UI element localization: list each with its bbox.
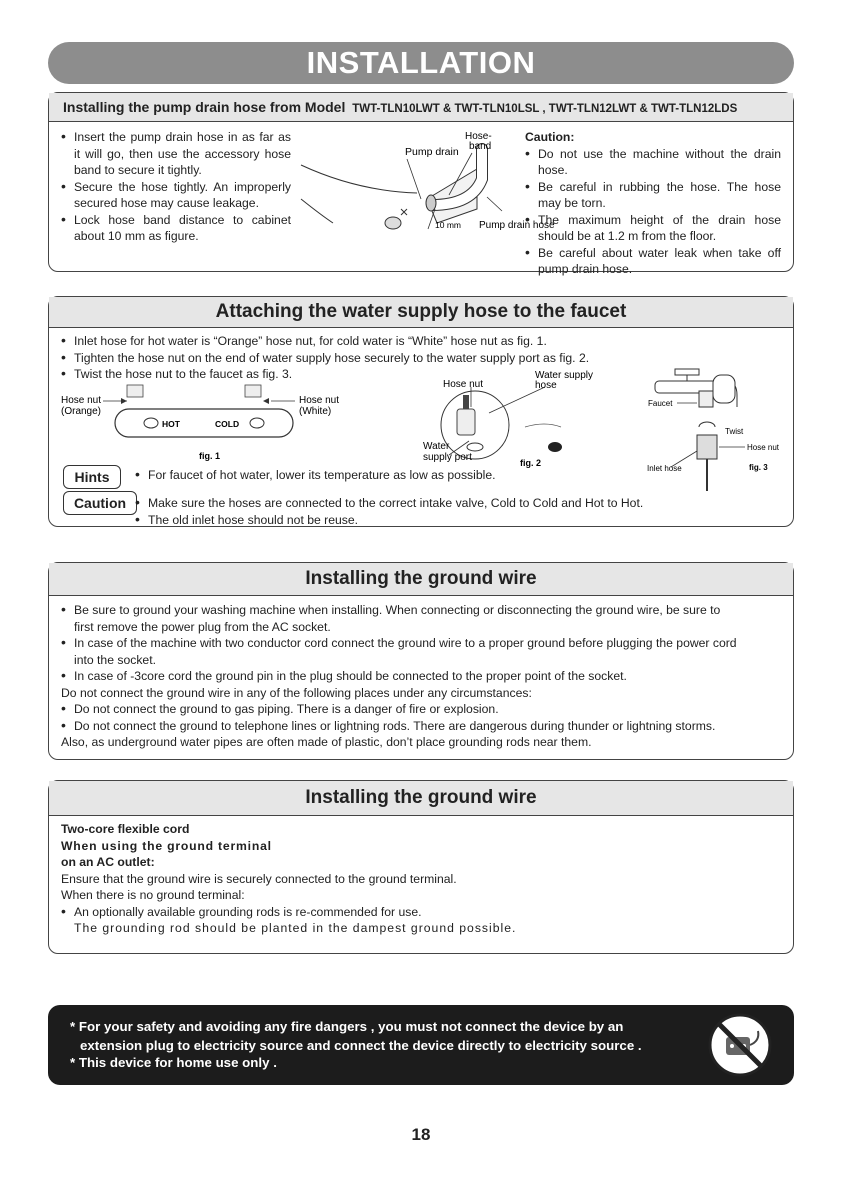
hints-label: Hints (63, 465, 121, 489)
pump-drain-bullet: • Lock hose band distance to cabinet about 10 mm as figure. (61, 212, 291, 245)
fig1-caption: fig. 1 (199, 451, 221, 461)
hose-nut-white-label-1: Hose nut (299, 395, 340, 406)
water-supply-section (48, 296, 794, 527)
caution-label: Caution (63, 491, 137, 515)
fig1-hose-nut-colors (59, 381, 349, 465)
water-supply-bullet: • Inlet hose for hot water is “Orange” hose nut, for cold water is “White” hose nut as fig. 1. (61, 333, 761, 350)
ground-wire-line: Do not connect the ground wire in any of the following places under any circumstances: (61, 685, 532, 700)
pump-drain-section (48, 92, 794, 276)
ground-wire-text-2 (61, 821, 785, 937)
ground-wire-line: • In case of -3core cord the ground pin in the plug should be connected to the proper point of the socket. (61, 668, 785, 685)
ground-wire-line: first remove the power plug from the AC socket. (74, 619, 331, 634)
ground-wire-text-1 (61, 602, 785, 751)
pump-drain-hose-label: Pump drain hose (479, 220, 555, 231)
pump-drain-heading-models: TWT-TLN10LWT & TWT-TLN10LSL , TWT-TLN12LWT & TWT-TLN12LDS (352, 103, 738, 115)
water-supply-hose-label-2: hose (535, 380, 557, 391)
cold-label: COLD (215, 419, 240, 429)
no-ground-terminal-text: When there is no ground terminal: (61, 888, 245, 902)
ground-terminal-text: Ensure that the ground wire is securely connected to the ground terminal. (61, 871, 457, 886)
twist-label: Twist (725, 427, 744, 436)
no-extension-plug-icon (706, 1011, 774, 1079)
pump-drain-bullet: • Insert the pump drain hose in as far as it will go, then use the accessory hose band to secure it tightly. (61, 129, 291, 179)
ground-wire-heading-2: Installing the ground wire (49, 781, 793, 816)
water-supply-heading: Attaching the water supply hose to the faucet (49, 297, 793, 328)
caution-title: Caution: (525, 130, 575, 144)
water-supply-bullet: • Twist the hose nut to the faucet as fig. 3. (61, 366, 761, 383)
ground-wire-line: Also, as underground water pipes are often made of plastic, don’t place grounding rods near them. (61, 735, 592, 749)
hose-nut-orange-label-1: Hose nut (61, 395, 102, 406)
pump-drain-caution (525, 129, 781, 278)
dampest-ground-text: The grounding rod should be planted in the dampest ground possible. (74, 921, 517, 935)
warning-line-1: * For your safety and avoiding any fire dangers , you must not connect the device by an (70, 1019, 624, 1034)
hose-nut-orange-label-2: (Orange) (61, 406, 102, 417)
fig2-hose-nut-label: Hose nut (443, 379, 484, 390)
pump-drain-label: Pump drain (405, 146, 459, 158)
fig3-faucet (595, 361, 785, 497)
ground-wire-heading-1: Installing the ground wire (49, 563, 793, 596)
hints-text: • For faucet of hot water, lower its temperature as low as possible. (135, 467, 496, 484)
faucet-label: Faucet (648, 399, 673, 408)
water-supply-caution-list (135, 495, 643, 528)
water-supply-hose-label-1: Water supply (535, 370, 593, 381)
hose-nut-white-label-2: (White) (299, 406, 332, 417)
fig3-hose-nut-label: Hose nut (747, 443, 780, 452)
pump-drain-heading (49, 93, 793, 122)
pump-drain-bullet: • Secure the hose tightly. An improperly secured hose may cause leakage. (61, 179, 291, 212)
grounding-rod-bullet: • An optionally available grounding rods is re-commended for use. (61, 904, 785, 921)
ground-wire-line: • In case of the machine with two conductor cord connect the ground wire to a proper ground before plugging the power cord (61, 635, 785, 652)
inlet-hose-label: Inlet hose (647, 464, 682, 473)
ground-wire-section-1 (48, 562, 794, 760)
water-supply-port-label-2: supply port (423, 452, 472, 463)
ground-wire-line: • Do not connect the ground to gas piping. There is a danger of fire or explosion. (61, 701, 785, 718)
fig3-caption: fig. 3 (749, 463, 768, 472)
fig2-water-supply-port (365, 369, 593, 469)
warning-line-2: extension plug to electricity source and connect the device directly to electricity source . (80, 1038, 642, 1053)
hose-band-label-1: Hose- (465, 131, 492, 142)
warning-line-3: * This device for home use only . (70, 1055, 277, 1070)
page-title-banner: INSTALLATION (48, 42, 794, 84)
hot-label: HOT (162, 419, 180, 429)
ground-wire-line: • Be sure to ground your washing machine when installing. When connecting or disconnecting the ground wire, be sure to (61, 602, 785, 619)
water-supply-bullet: • Tighten the hose nut on the end of water supply hose securely to the water supply port as fig. 2. (61, 350, 761, 367)
ground-wire-section-2 (48, 780, 794, 954)
caution-item: • Make sure the hoses are connected to the correct intake valve, Cold to Cold and Hot to Hot. (135, 495, 643, 512)
pump-drain-instructions (61, 129, 291, 245)
caution-item: • The old inlet hose should not be reuse. (135, 512, 643, 529)
caution-bullet: • Do not use the machine without the drain hose. (525, 146, 781, 179)
ten-mm-label: 10 mm (435, 220, 461, 230)
ground-terminal-title: When using the ground terminal (61, 838, 272, 853)
safety-warning-bar (48, 1005, 794, 1085)
ground-wire-line: into the socket. (74, 652, 156, 667)
hints-text-row (135, 467, 496, 484)
hose-band-label-2: band (469, 141, 492, 152)
two-core-cord-title: Two-core flexible cord (61, 822, 190, 836)
water-supply-port-label-1: Water (423, 441, 450, 452)
pump-drain-heading-main: Installing the pump drain hose from Model (63, 99, 346, 115)
ground-wire-line: • Do not connect the ground to telephone lines or lightning rods. There are dangerous during thunder or lightning storms. (61, 718, 785, 735)
caution-bullet: • The maximum height of the drain hose should be at 1.2 m from the floor. (525, 212, 781, 245)
caution-bullet: • Be careful in rubbing the hose. The hose may be torn. (525, 179, 781, 212)
ac-outlet-title: on an AC outlet: (61, 855, 155, 869)
fig2-caption: fig. 2 (520, 458, 542, 468)
caution-bullet: • Be careful about water leak when take off pump drain hose. (525, 245, 781, 278)
page-number: 18 (411, 1125, 431, 1144)
